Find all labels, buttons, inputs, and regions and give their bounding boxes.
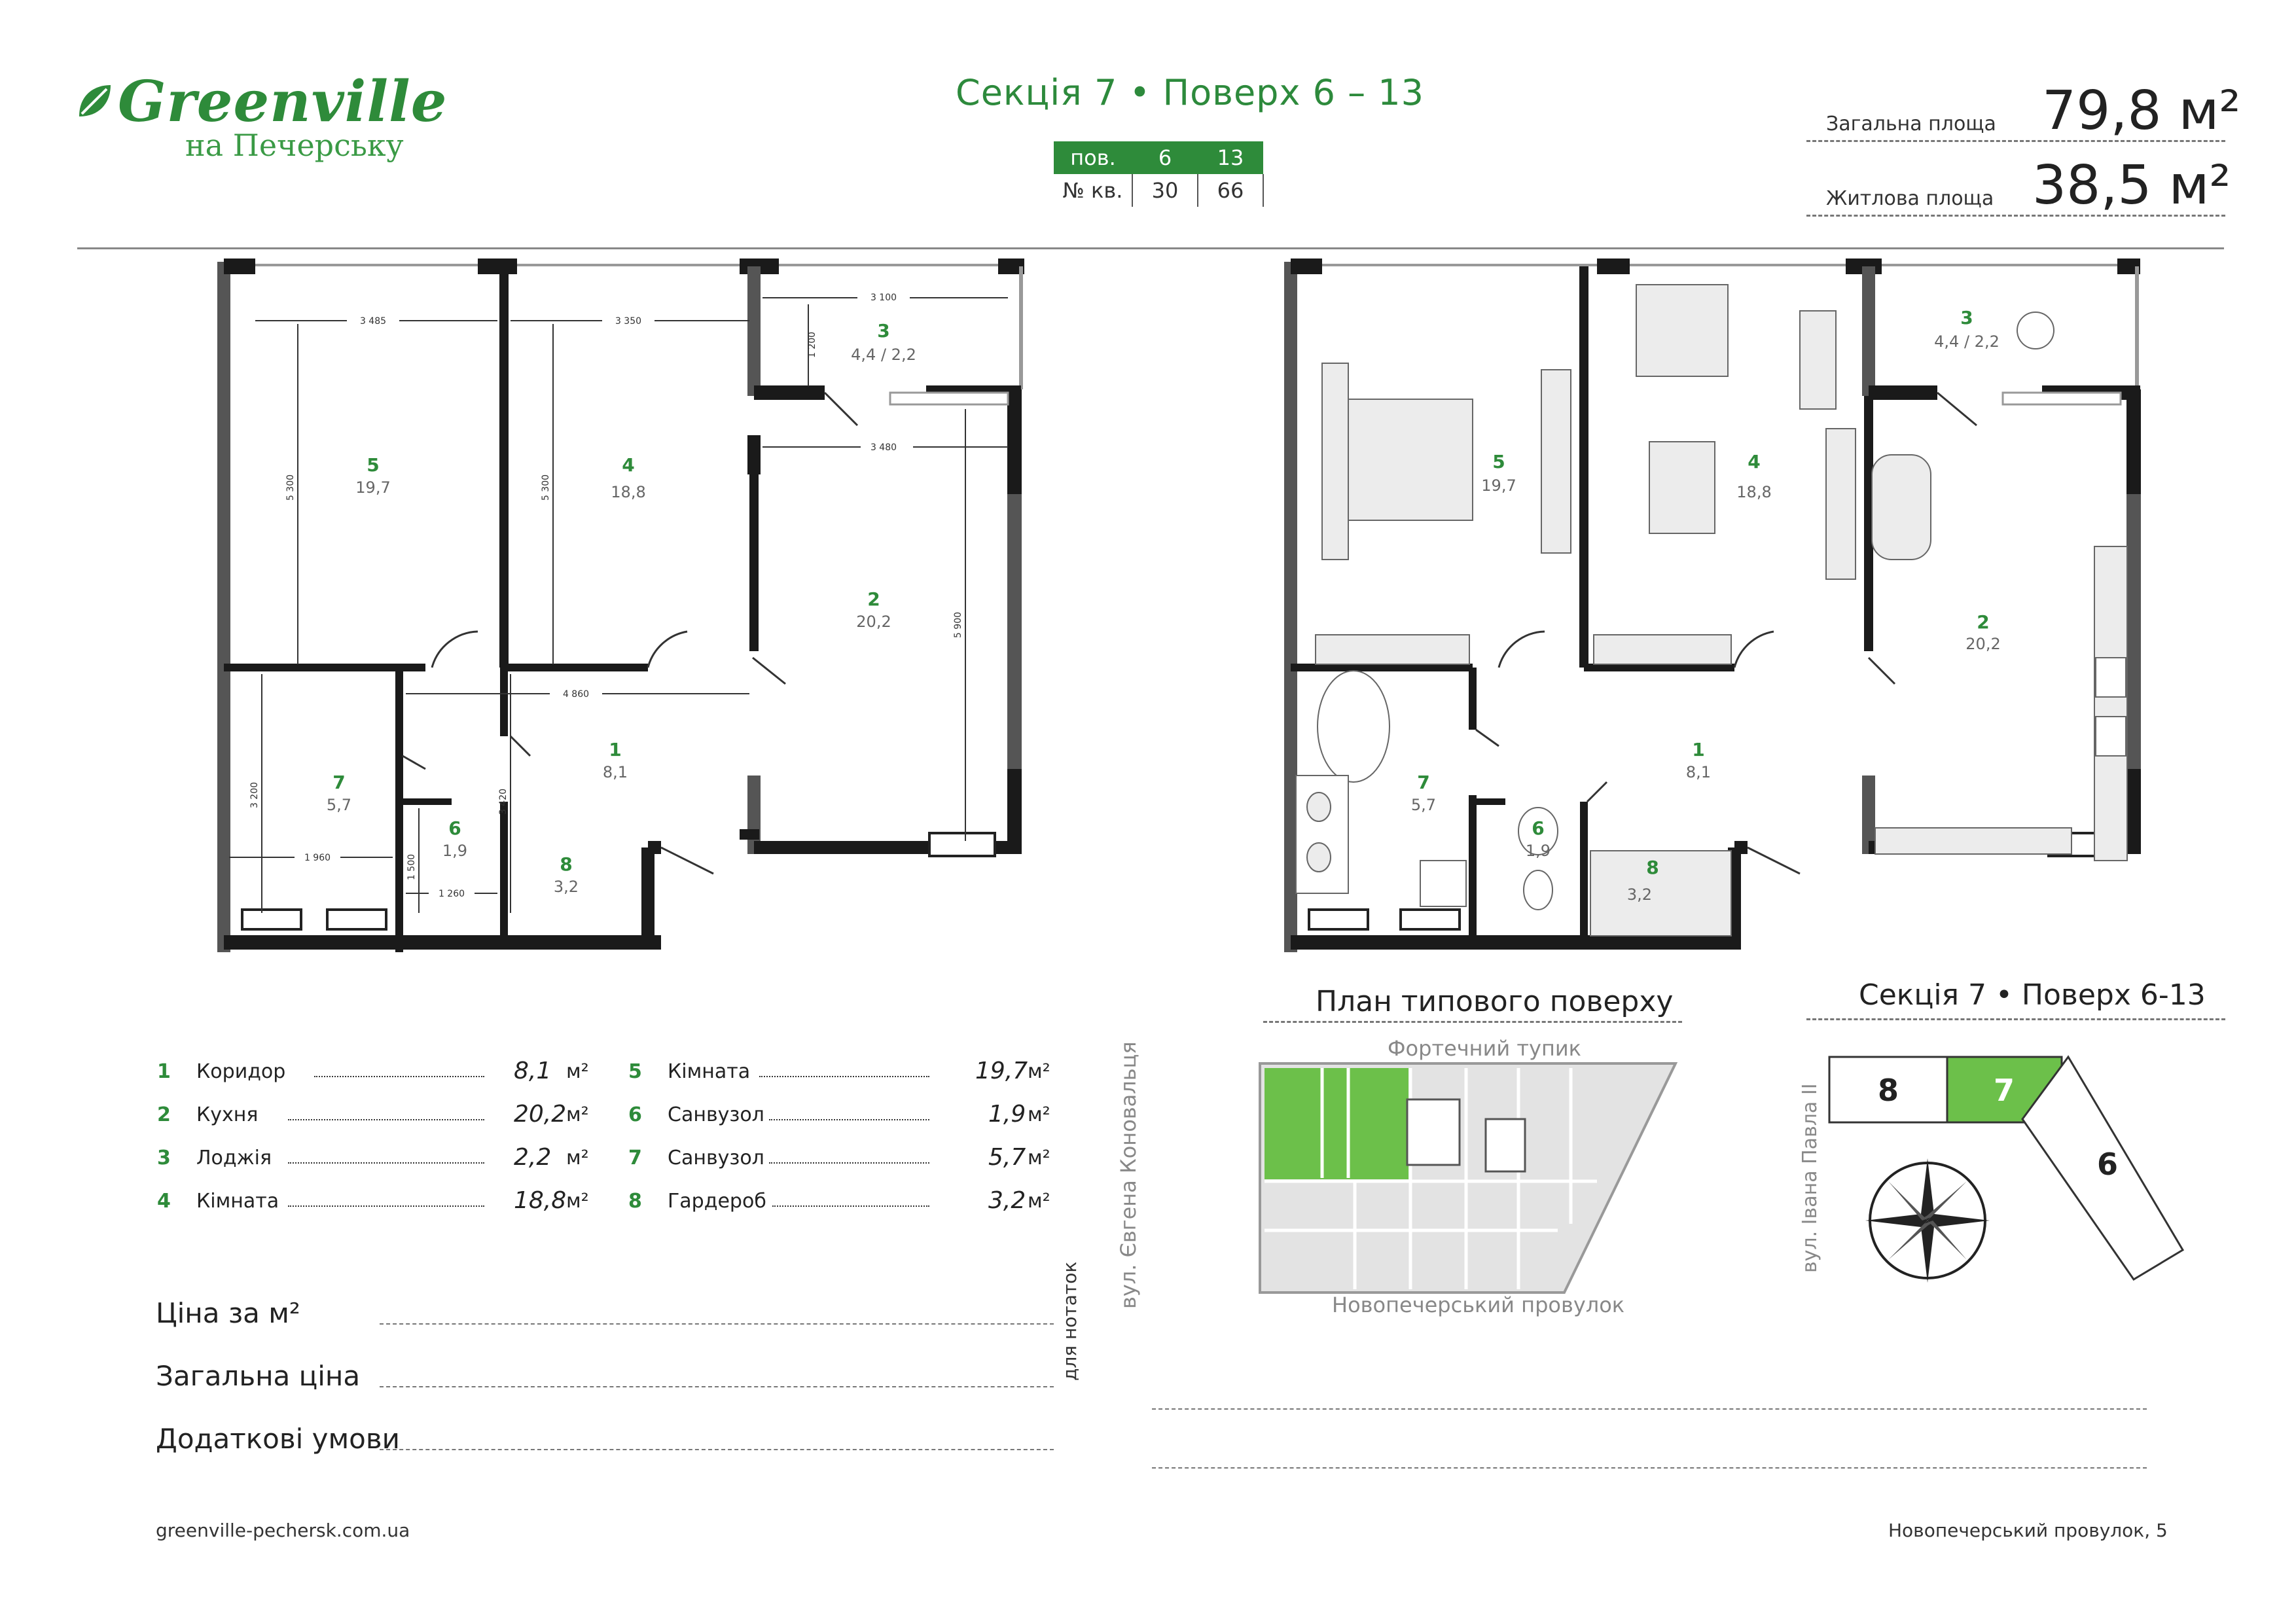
legend-value: 5,7 — [988, 1144, 1026, 1171]
site-map — [1257, 1060, 1682, 1296]
dim-label: 5 900 — [953, 611, 963, 639]
header-divider — [77, 247, 2224, 249]
legend-name: Санвузол — [668, 1103, 764, 1126]
legend-value: 19,7 — [975, 1058, 1028, 1084]
street-section: вул. Івана Павла II — [1799, 1083, 1821, 1273]
dim-label: 3 480 — [870, 442, 897, 453]
section-label: 6 — [2096, 1147, 2119, 1182]
total-price-label: Загальна ціна — [156, 1360, 361, 1392]
notes-label: для нотаток — [1059, 1261, 1081, 1381]
furniture — [1296, 285, 2127, 936]
price-per-m2-label: Ціна за м² — [156, 1297, 300, 1329]
room-number: 1 — [1692, 739, 1705, 760]
room-area: 4,4 / 2,2 — [1934, 332, 2000, 351]
divider — [1806, 140, 2225, 142]
legend-num: 4 — [157, 1190, 171, 1213]
room-area: 18,8 — [611, 483, 646, 501]
legend-value: 2,2 — [514, 1144, 552, 1171]
compass-rose-icon — [1865, 1158, 1990, 1283]
legend-item — [628, 1103, 1060, 1126]
legend-num: 7 — [628, 1147, 642, 1169]
extra-terms-label: Додаткові умови — [156, 1423, 400, 1455]
dim-label: 1 200 — [807, 331, 817, 359]
floor-value: 13 — [1198, 141, 1263, 174]
legend-unit: м² — [566, 1060, 589, 1083]
floor-plan-dimensioned — [216, 259, 1041, 962]
legend-unit: м² — [1028, 1103, 1050, 1126]
dim-label: 3 200 — [249, 781, 260, 809]
dim-label: 3 485 — [359, 316, 387, 327]
section-label: 8 — [1877, 1073, 1899, 1108]
page-title: Секція 7 • Поверх 6 – 13 — [956, 72, 1424, 113]
room-area: 3,2 — [553, 878, 579, 896]
dim-label: 4 860 — [562, 689, 590, 700]
room-area: 8,1 — [1685, 763, 1712, 781]
floors-table — [1054, 141, 1264, 207]
legend-name: Кімната — [668, 1060, 751, 1083]
toilet — [1524, 870, 1552, 910]
room-area: 18,8 — [1736, 483, 1772, 501]
wardrobe — [1316, 635, 1469, 664]
legend-item — [157, 1187, 589, 1214]
legend-unit: м² — [566, 1147, 589, 1169]
dining-table — [1872, 455, 1931, 560]
legend-item — [157, 1103, 589, 1126]
room-number: 3 — [1960, 307, 1973, 329]
extra-terms-field[interactable] — [380, 1449, 1054, 1450]
room-area: 3,2 — [1626, 885, 1653, 904]
total-area-label: Загальна площа — [1826, 113, 1996, 135]
legend-item — [628, 1144, 1060, 1171]
living-area-label: Житлова площа — [1826, 187, 1994, 210]
wardrobe — [1594, 635, 1731, 664]
room-area: 8,1 — [602, 763, 628, 781]
section-map-title: Секція 7 • Поверх 6-13 — [1859, 978, 2206, 1012]
legend-item — [628, 1060, 1060, 1083]
legend-num: 1 — [157, 1060, 171, 1083]
legend-name: Кімната — [196, 1190, 279, 1213]
legend-name: Коридор — [196, 1060, 286, 1083]
room-number: 8 — [1646, 857, 1659, 878]
apt-value: 30 — [1132, 174, 1198, 207]
address: Новопечерський провулок, 5 — [1888, 1520, 2168, 1541]
room-area: 20,2 — [856, 613, 891, 631]
room-number: 7 — [332, 772, 346, 793]
room-area: 1,9 — [442, 842, 468, 860]
bed — [1636, 285, 1728, 376]
legend-value: 18,8 — [514, 1187, 567, 1214]
dim-label: 3 420 — [498, 788, 509, 815]
dimension-lines — [229, 298, 1008, 913]
dim-label: 3 100 — [870, 293, 897, 303]
room-number: 6 — [1532, 817, 1545, 839]
brand-logo[interactable]: Greenville — [118, 69, 448, 135]
room-number: 4 — [1748, 451, 1761, 473]
legend-num: 5 — [628, 1060, 642, 1083]
dim-label: 1 960 — [304, 853, 331, 863]
room-number: 3 — [877, 320, 890, 342]
divider — [1806, 1018, 2225, 1020]
dim-label: 5 300 — [541, 474, 551, 501]
apt-label: № кв. — [1054, 174, 1132, 207]
legend-num: 2 — [157, 1103, 171, 1126]
notes-field[interactable] — [1152, 1467, 2147, 1469]
room-area: 19,7 — [1481, 476, 1516, 495]
room-number: 5 — [1492, 451, 1505, 473]
legend-value: 1,9 — [988, 1101, 1026, 1128]
legend-unit: м² — [1028, 1060, 1050, 1083]
room-area: 1,9 — [1525, 842, 1551, 860]
legend-item — [157, 1144, 589, 1171]
leaf-icon — [75, 81, 115, 120]
floor-plan-furnished — [1283, 259, 2147, 962]
legend-num: 8 — [628, 1190, 642, 1213]
legend-item — [157, 1060, 589, 1083]
divider — [1263, 1021, 1682, 1023]
dim-label: 1 500 — [406, 853, 417, 881]
legend-value: 8,1 — [514, 1058, 552, 1084]
room-number: 2 — [1977, 611, 1990, 633]
room-number: 1 — [609, 739, 622, 760]
room-area: 20,2 — [1965, 635, 2001, 653]
plan-walls — [224, 262, 1028, 955]
room-number: 8 — [560, 853, 573, 875]
floor-label: пов. — [1054, 141, 1132, 174]
storage — [1590, 851, 1731, 936]
brand-subtitle: на Печерську — [185, 128, 404, 163]
room-legend — [157, 1060, 1060, 1230]
dim-label: 5 300 — [285, 474, 296, 501]
price-per-m2-field[interactable] — [380, 1323, 1054, 1325]
room-number: 7 — [1417, 772, 1430, 793]
legend-item — [628, 1187, 1060, 1214]
dimension-labels — [249, 291, 963, 899]
website-link[interactable]: greenville-pechersk.com.ua — [156, 1520, 410, 1541]
room-number: 4 — [622, 454, 635, 476]
dim-label: 1 260 — [438, 889, 465, 899]
room-number: 2 — [867, 588, 880, 610]
legend-num: 3 — [157, 1147, 171, 1169]
legend-unit: м² — [1028, 1190, 1050, 1213]
street-left: вул. Євгена Коновальця — [1116, 1041, 1141, 1309]
legend-value: 20,2 — [514, 1101, 567, 1128]
room-area: 19,7 — [355, 478, 391, 497]
total-price-field[interactable] — [380, 1386, 1054, 1387]
living-area-value: 38,5 м² — [2032, 154, 2231, 217]
legend-name: Гардероб — [668, 1190, 766, 1213]
section-label: 7 — [1993, 1073, 2015, 1108]
divider — [1806, 215, 2225, 217]
legend-unit: м² — [1028, 1147, 1050, 1169]
room-area: 4,4 / 2,2 — [851, 346, 916, 364]
legend-unit: м² — [566, 1190, 589, 1213]
street-bottom: Новопечерський провулок — [1332, 1293, 1625, 1317]
room-number: 5 — [367, 454, 380, 476]
legend-name: Кухня — [196, 1103, 259, 1126]
legend-num: 6 — [628, 1103, 642, 1126]
room-number: 6 — [448, 817, 461, 839]
room-labels — [327, 320, 916, 896]
legend-unit: м² — [566, 1103, 589, 1126]
floor-value: 6 — [1132, 141, 1198, 174]
apt-value: 66 — [1198, 174, 1263, 207]
dim-label: 3 350 — [615, 316, 642, 327]
room-area: 5,7 — [326, 796, 352, 814]
highlighted-apartment[interactable] — [1265, 1068, 1408, 1179]
total-area-value: 79,8 м² — [2042, 80, 2241, 142]
legend-name: Лоджія — [196, 1147, 272, 1169]
kitchen-counter — [2094, 546, 2127, 861]
bathtub — [1318, 671, 1390, 782]
legend-name: Санвузол — [668, 1147, 764, 1169]
site-map-title: План типового поверху — [1316, 985, 1674, 1018]
street-top: Фортечний тупик — [1388, 1036, 1581, 1061]
section-map — [1826, 1054, 2212, 1283]
room-area: 5,7 — [1410, 796, 1437, 814]
notes-field[interactable] — [1152, 1408, 2147, 1410]
legend-value: 3,2 — [988, 1187, 1026, 1214]
